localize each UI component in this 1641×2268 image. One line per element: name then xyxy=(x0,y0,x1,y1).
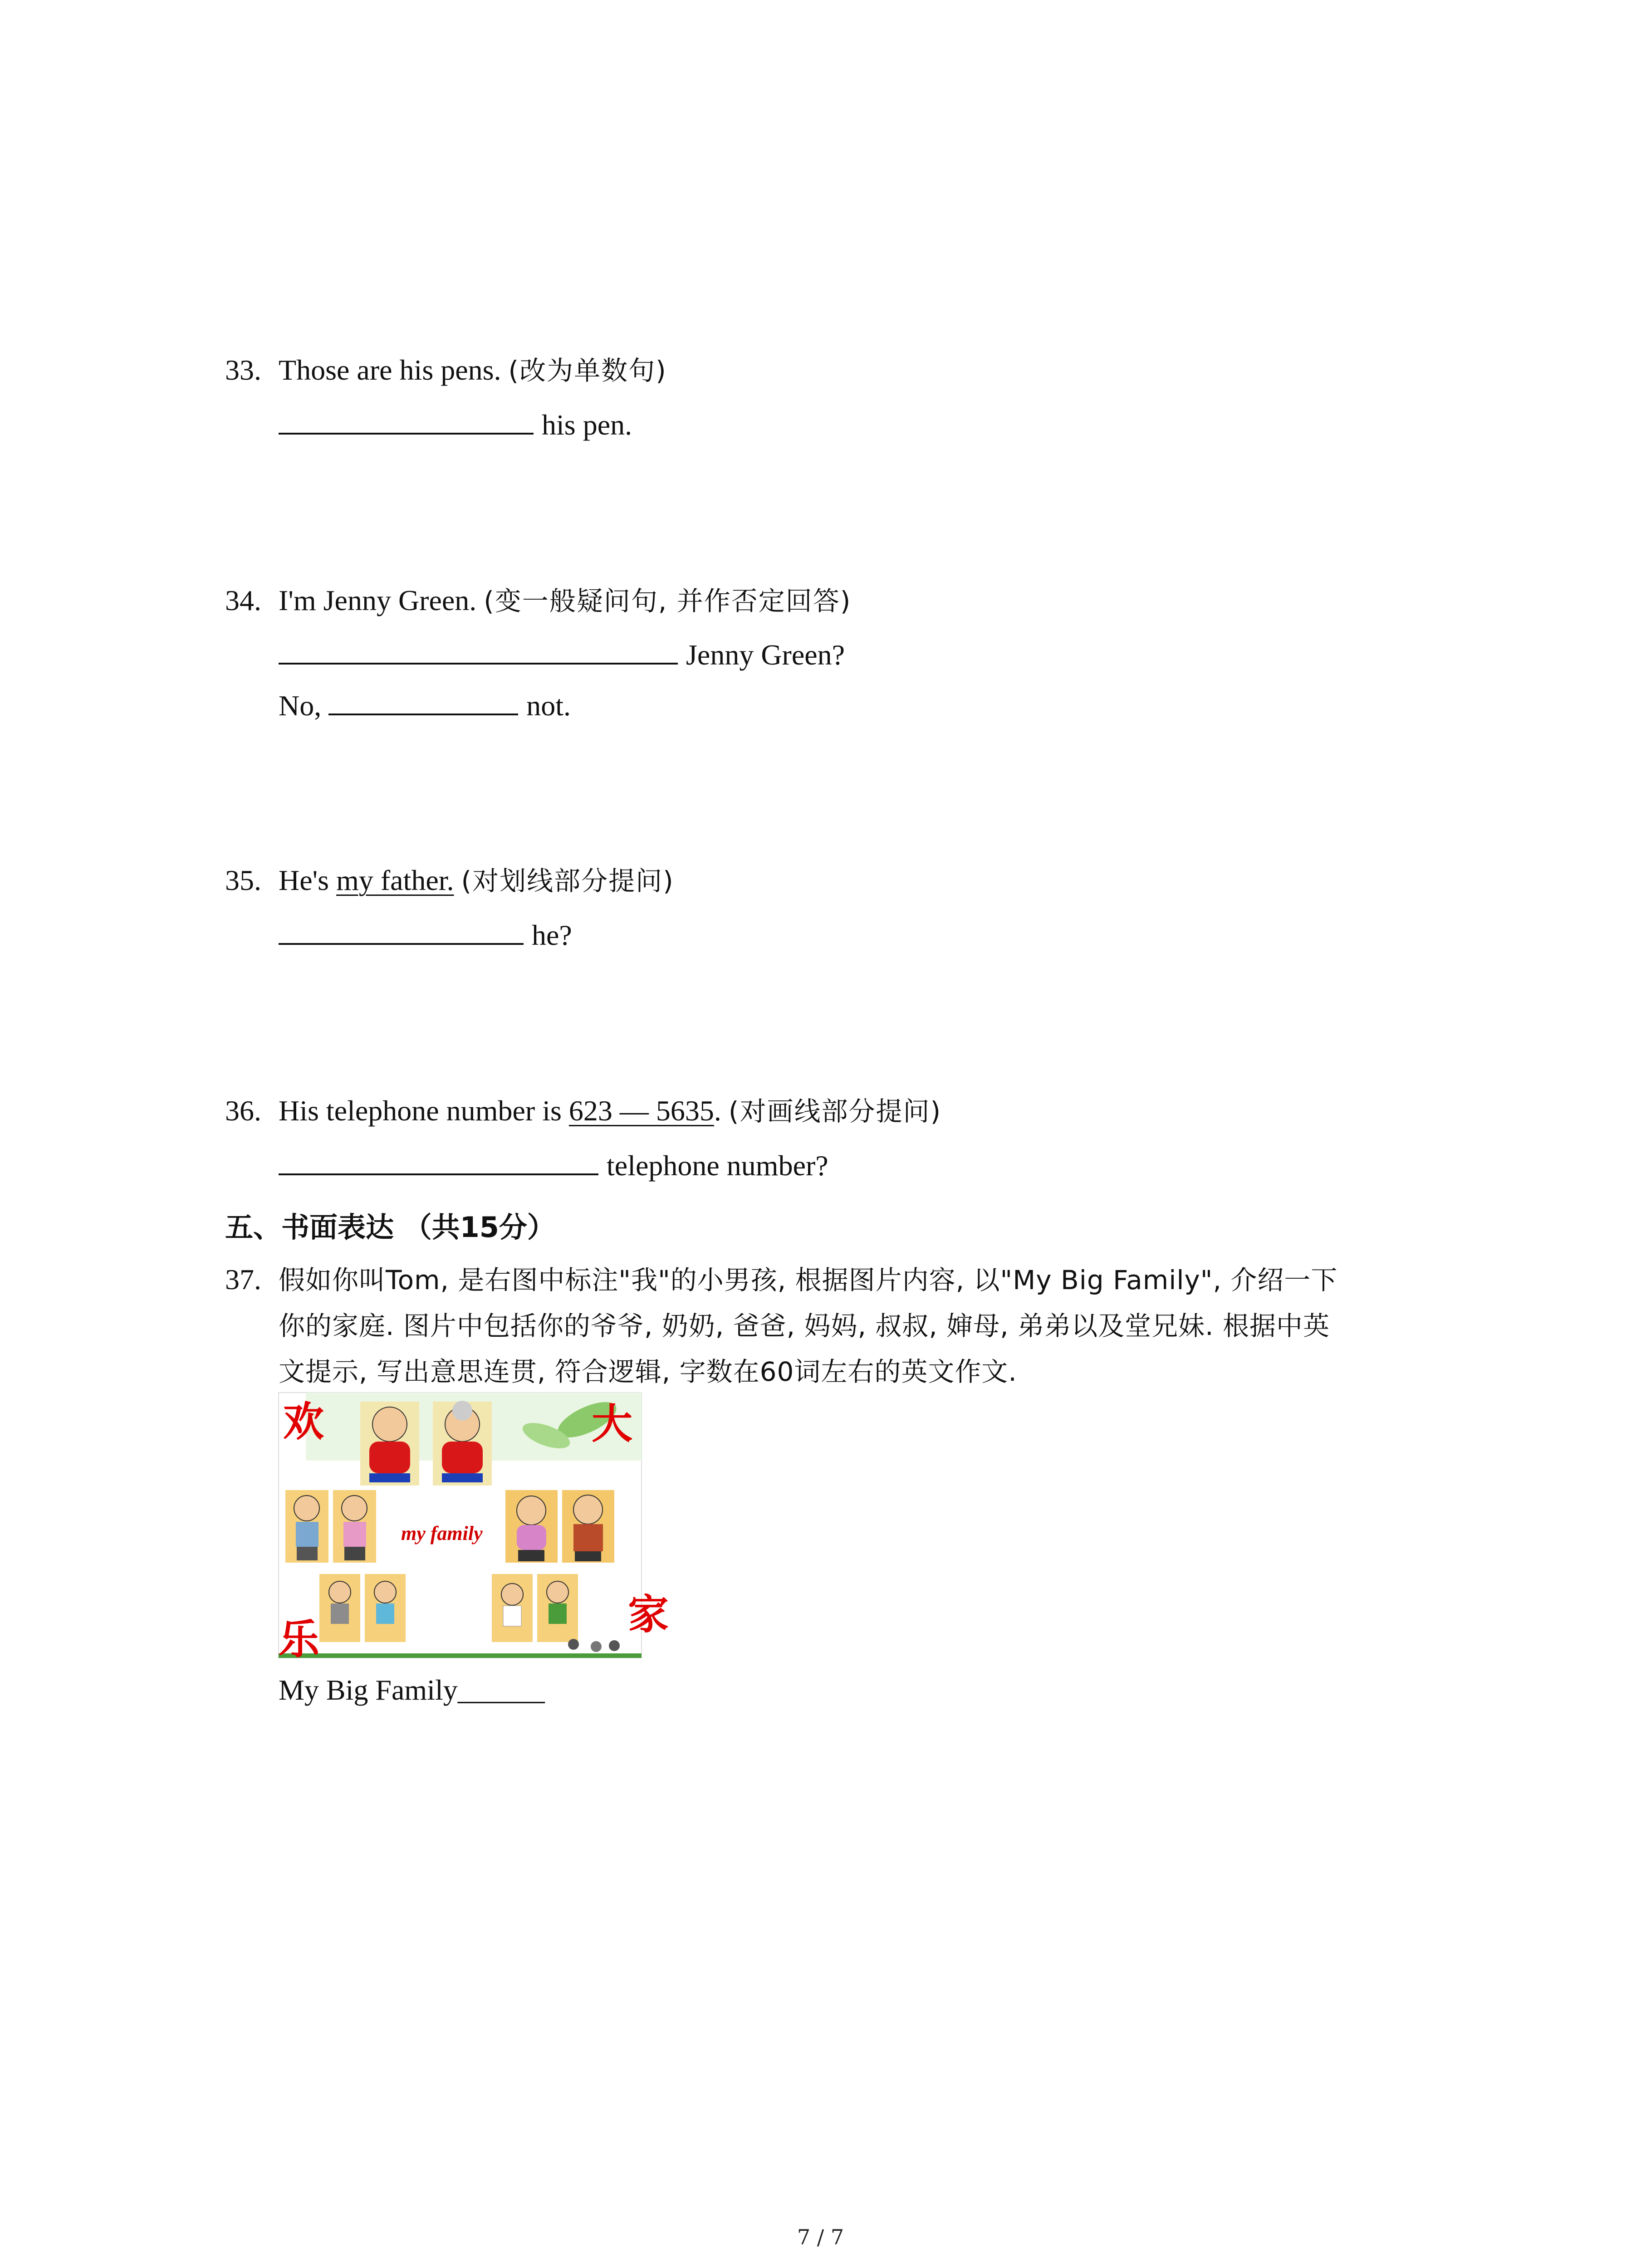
answer-suffix: his pen. xyxy=(542,409,632,441)
underlined-phrase: my father. xyxy=(336,864,454,896)
question-text-line3: 文提示, 写出意思连贯, 符合逻辑, 字数在60词左右的英文作文. xyxy=(279,1356,1017,1387)
question-prompt: His telephone number is xyxy=(279,1095,562,1127)
underlined-phrase: 623 — 5635 xyxy=(568,1095,714,1127)
answer-line-36 xyxy=(279,1142,828,1187)
question-33 xyxy=(225,349,667,391)
picture-caption: my family xyxy=(401,1522,483,1545)
question-36 xyxy=(225,1090,941,1132)
question-punctuation: . xyxy=(714,1095,721,1127)
answer-suffix: he? xyxy=(532,919,572,951)
question-text-line1: 假如你叫Tom, 是右图中标注"我"的小男孩, 根据图片内容, 以"My Big Family", 介绍一下 xyxy=(279,1265,1338,1295)
family-picture xyxy=(279,1393,669,1663)
question-instruction: (改为单数句) xyxy=(508,355,667,386)
question-number: 36. xyxy=(225,1095,261,1127)
question-instruction: (对划线部分提问) xyxy=(461,865,674,896)
answer-suffix: not. xyxy=(526,689,571,722)
question-number: 37. xyxy=(225,1263,261,1295)
answer-blank[interactable] xyxy=(279,401,534,435)
answer-suffix: telephone number? xyxy=(607,1149,828,1182)
essay-title-line: My Big Family______ xyxy=(279,1674,545,1706)
answer-blank[interactable] xyxy=(328,682,518,715)
question-text-line2: 你的家庭. 图片中包括你的爷爷, 奶奶, 爸爸, 妈妈, 叔叔, 婶母, 弟弟以及堂兄妹. 根据中英 xyxy=(279,1310,1330,1341)
answer-line-34b xyxy=(279,682,571,727)
answer-line-33 xyxy=(279,401,632,446)
answer-suffix: Jenny Green? xyxy=(686,639,845,671)
corner-char-4: 家 xyxy=(628,1591,669,1638)
answer-prefix: No, xyxy=(279,689,322,722)
answer-blank[interactable] xyxy=(279,631,678,665)
question-instruction: (变一般疑问句, 并作否定回答) xyxy=(484,586,852,616)
answer-blank[interactable] xyxy=(279,911,524,945)
page-number: 7 / 7 xyxy=(797,2225,844,2249)
question-number: 35. xyxy=(225,864,261,896)
question-number: 33. xyxy=(225,354,261,386)
corner-char-3: 乐 xyxy=(279,1616,319,1663)
question-35 xyxy=(225,860,674,902)
question-34 xyxy=(225,580,851,622)
answer-line-35 xyxy=(279,911,572,956)
question-instruction: (对画线部分提问) xyxy=(728,1096,942,1127)
question-prompt: He's xyxy=(279,864,329,896)
question-prompt: Those are his pens. xyxy=(279,354,501,386)
question-37 xyxy=(225,1256,1468,1395)
answer-blank[interactable] xyxy=(279,1142,598,1175)
section-heading: 五、书面表达 （共15分） xyxy=(225,1211,555,1244)
corner-char-2: 大 xyxy=(592,1400,632,1448)
question-number: 34. xyxy=(225,584,261,616)
answer-line-34a xyxy=(279,631,845,676)
corner-char-1: 欢 xyxy=(283,1398,324,1446)
question-prompt: I'm Jenny Green. xyxy=(279,584,477,616)
family-illustration xyxy=(279,1393,669,1663)
